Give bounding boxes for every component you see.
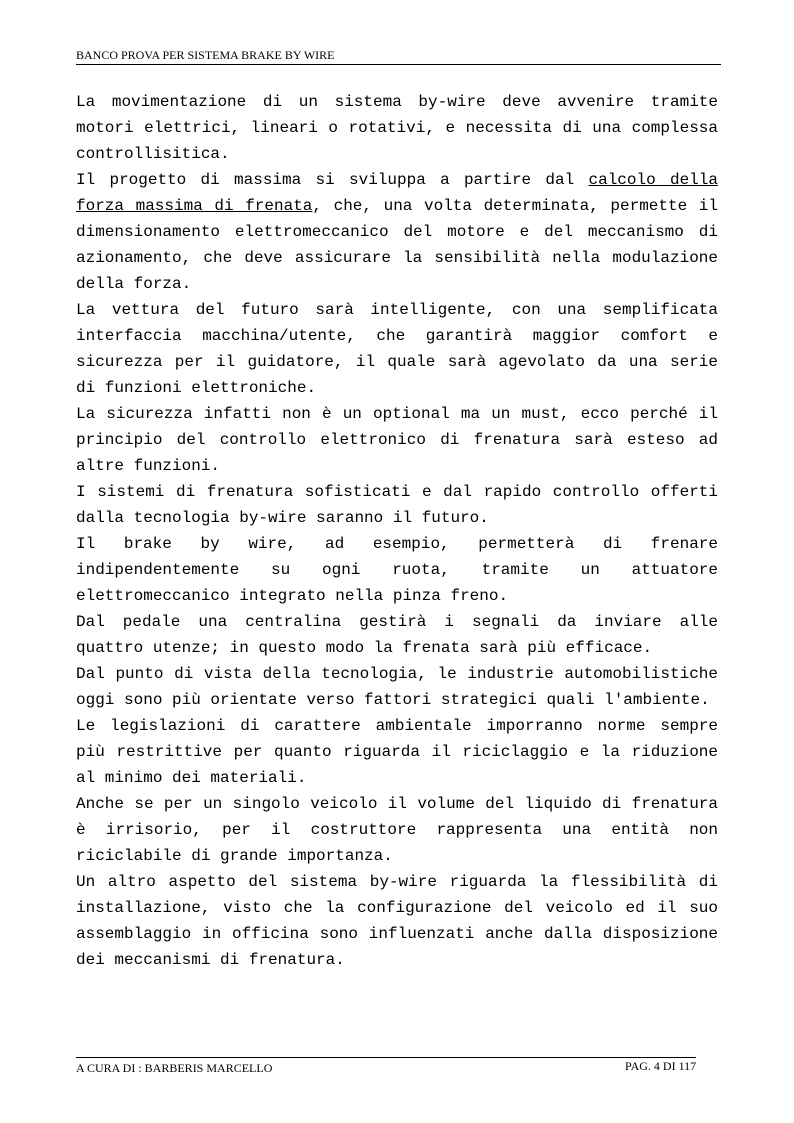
paragraph: La vettura del futuro sarà intelligente, con una semplificata interfaccia macchina/utente, che garantirà maggior comfort e sicurezza per il guidatore, il quale sarà agevolato da una serie di funzioni elettroniche. — [76, 301, 718, 397]
paragraph-text: , che, una volta determinata, permette il dimensionamento elettromeccanico del motore e del meccanismo di azionamento, che deve assicurare la sensibilità nella modulazione della forza. — [76, 197, 718, 293]
paragraph: Un altro aspetto del sistema by-wire riguarda la flessibilità di installazione, visto che la configurazione del veicolo ed il suo assemblaggio in officina sono influenzati anche dalla disposizione dei meccanismi di frenatura. — [76, 873, 718, 969]
page-header — [76, 46, 721, 65]
document-body — [76, 89, 718, 973]
paragraph: La sicurezza infatti non è un optional ma un must, ecco perché il principio del controllo elettronico di frenatura sarà esteso ad altre funzioni. — [76, 405, 718, 475]
paragraph: Le legislazioni di carattere ambientale imporranno norme sempre più restrittive per quanto riguarda il riciclaggio e la riduzione al minimo dei materiali. — [76, 717, 718, 787]
header-title: BANCO PROVA PER SISTEMA BRAKE BY WIRE — [76, 48, 335, 62]
paragraph: Il brake by wire, ad esempio, permetterà di frenare indipendentemente su ogni ruota, tramite un attuatore elettromeccanico integrato nella pinza freno. — [76, 535, 718, 605]
paragraph: La movimentazione di un sistema by-wire deve avvenire tramite motori elettrici, lineari o rotativi, e necessita di una complessa controllisitica. — [76, 93, 718, 163]
paragraph: I sistemi di frenatura sofisticati e dal rapido controllo offerti dalla tecnologia by-wire saranno il futuro. — [76, 483, 718, 527]
footer-divider — [76, 1057, 696, 1058]
paragraph: Dal pedale una centralina gestirà i segnali da inviare alle quattro utenze; in questo modo la frenata sarà più efficace. — [76, 613, 718, 657]
paragraph-text: Il progetto di massima si sviluppa a partire dal — [76, 171, 589, 189]
paragraph: Dal punto di vista della tecnologia, le industrie automobilistiche oggi sono più orientate verso fattori strategici quali l'ambiente. — [76, 665, 718, 709]
footer-page-number: PAG. 4 DI 117 — [625, 1059, 697, 1073]
underlined-phrase: calcolo della forza massima di frenata — [76, 171, 718, 215]
paragraph: Anche se per un singolo veicolo il volume del liquido di frenatura è irrisorio, per il costruttore rappresenta una entità non riciclabile di grande importanza. — [76, 795, 718, 865]
footer-author: A CURA DI : BARBERIS MARCELLO — [76, 1061, 273, 1075]
paragraph — [76, 167, 718, 297]
